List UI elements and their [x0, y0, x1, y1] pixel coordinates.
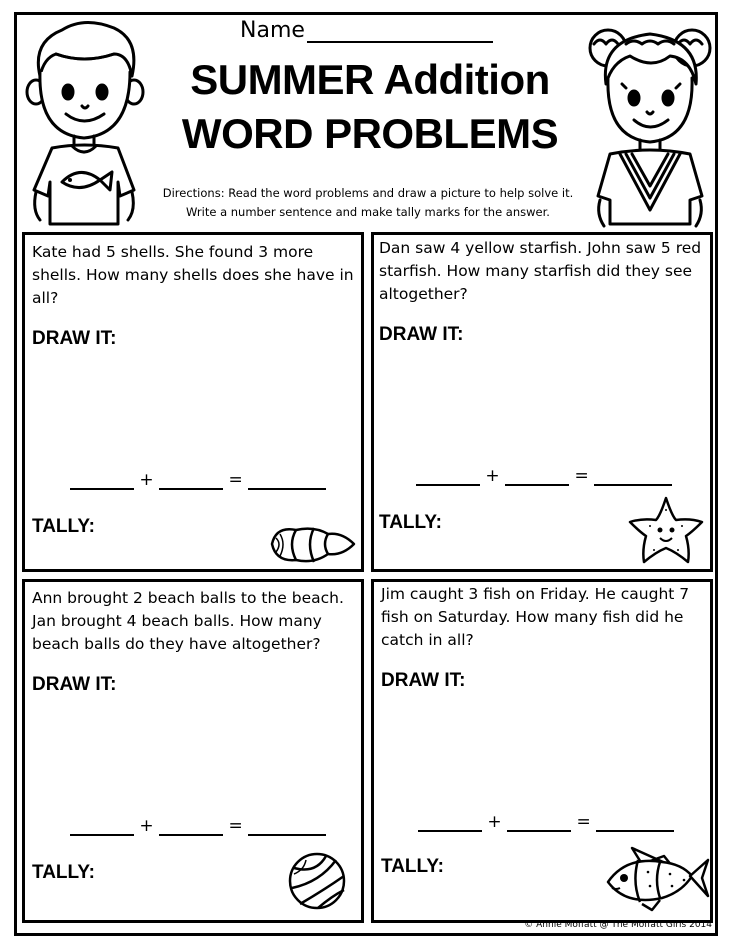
sum-blank-4[interactable] [596, 814, 674, 832]
problem-text-4: Jim caught 3 fish on Friday. He caught 7 fish on Saturday. How many fish did he catch in all? [381, 585, 690, 649]
problem-text-3: Ann brought 2 beach balls to the beach. Jan brought 4 beach balls. How many beach balls do they have altogether? [32, 589, 344, 653]
plus-sign: + [487, 812, 502, 832]
problem-text-1: Kate had 5 shells. She found 3 more shells. How many shells does she have in all? [32, 243, 354, 307]
addend-blank-1b[interactable] [159, 472, 223, 490]
name-field[interactable] [240, 18, 493, 43]
boy-illustration [22, 14, 146, 232]
addend-blank-4b[interactable] [507, 814, 571, 832]
problem-text-2: Dan saw 4 yellow starfish. John saw 5 red starfish. How many starfish did they see altogether? [379, 239, 702, 303]
equals-sign: = [228, 470, 243, 490]
addend-blank-3a[interactable] [70, 818, 134, 836]
name-blank-line[interactable] [307, 19, 493, 43]
copyright-credit: © Annie Moffatt @ The Moffatt Girls 2014 [524, 920, 712, 930]
shell-icon [266, 522, 358, 566]
addend-blank-3b[interactable] [159, 818, 223, 836]
equals-sign: = [228, 816, 243, 836]
worksheet-title-line1: SUMMER Addition [190, 56, 550, 103]
name-label: Name [240, 18, 305, 43]
addend-blank-2b[interactable] [505, 468, 569, 486]
tally-label-3: TALLY: [32, 862, 95, 883]
tally-label-4: TALLY: [381, 856, 444, 877]
number-sentence-2[interactable] [416, 466, 672, 486]
directions-line1: Directions: Read the word problems and draw a picture to help solve it. [162, 186, 574, 200]
addend-blank-2a[interactable] [416, 468, 480, 486]
tally-label-1: TALLY: [32, 516, 95, 537]
draw-it-label-1: DRAW IT: [32, 328, 117, 349]
addend-blank-1a[interactable] [70, 472, 134, 490]
directions-line2: Write a number sentence and make tally marks for the answer. [186, 205, 550, 219]
draw-it-label-3: DRAW IT: [32, 674, 117, 695]
equals-sign: = [574, 466, 589, 486]
starfish-icon [626, 494, 706, 566]
sum-blank-1[interactable] [248, 472, 326, 490]
sum-blank-2[interactable] [594, 468, 672, 486]
addend-blank-4a[interactable] [418, 814, 482, 832]
plus-sign: + [139, 816, 154, 836]
equals-sign: = [576, 812, 591, 832]
sum-blank-3[interactable] [248, 818, 326, 836]
fish-icon [602, 842, 712, 912]
draw-it-label-2: DRAW IT: [379, 324, 464, 345]
number-sentence-1[interactable] [70, 470, 326, 490]
worksheet-title-line2: WORD PROBLEMS [181, 110, 559, 157]
plus-sign: + [139, 470, 154, 490]
plus-sign: + [485, 466, 500, 486]
beach-ball-icon [286, 850, 348, 912]
draw-it-label-4: DRAW IT: [381, 670, 466, 691]
directions [130, 184, 606, 222]
number-sentence-3[interactable] [70, 816, 326, 836]
tally-label-2: TALLY: [379, 512, 442, 533]
number-sentence-4[interactable] [418, 812, 674, 832]
